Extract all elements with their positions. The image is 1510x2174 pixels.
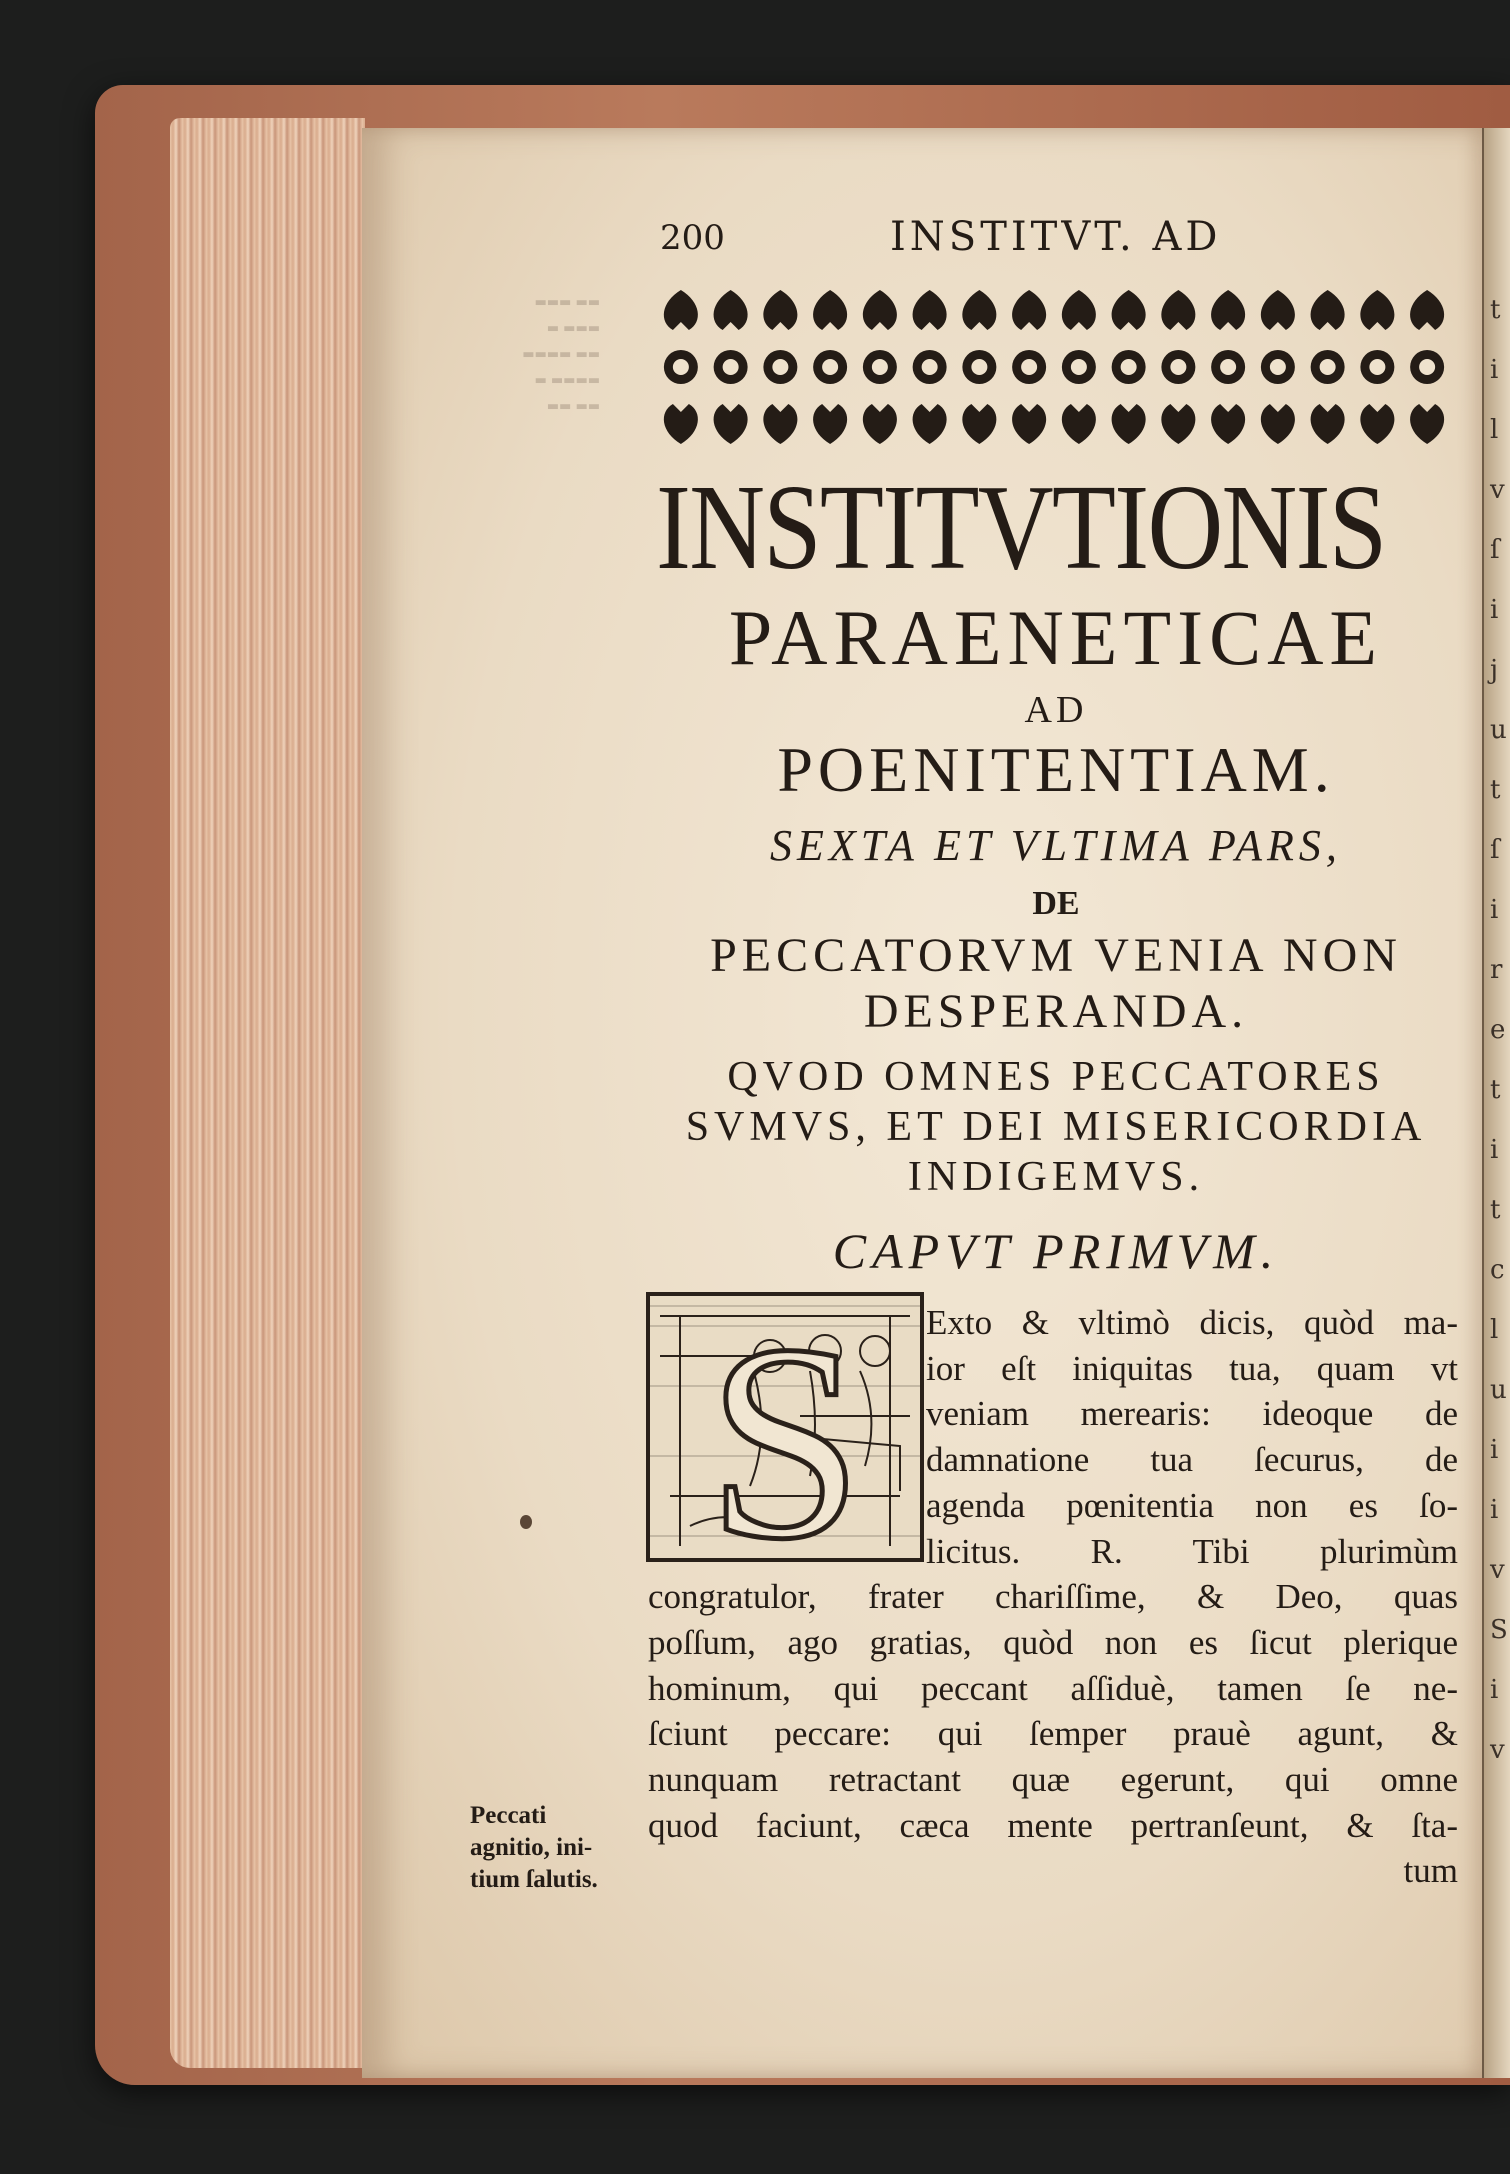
- facing-page-letter: u: [1490, 1375, 1507, 1405]
- facing-page-letter: v: [1490, 1735, 1505, 1765]
- facing-page-letter: v: [1490, 475, 1505, 505]
- facing-page-letter: i: [1490, 595, 1499, 625]
- title-line-2: PARAENETICAE: [728, 594, 1384, 681]
- facing-page-letter: i: [1490, 1495, 1499, 1525]
- ink-spot: [520, 1515, 532, 1529]
- facing-page-letter: t: [1490, 1075, 1501, 1105]
- subject-line-2: DESPERANDA.: [863, 985, 1249, 1038]
- body-line: damnatione tua ſecurus, de: [926, 1440, 1458, 1480]
- body-line: nunquam retractant quæ egerunt, qui omne: [648, 1760, 1458, 1800]
- facing-page-letter: t: [1490, 295, 1501, 325]
- subject-line-1: PECCATORVM VENIA NON: [710, 929, 1402, 982]
- facing-page-letter: i: [1490, 1435, 1499, 1465]
- body-line: quod faciunt, cæca mente pertranſeunt, & ſta-: [648, 1805, 1458, 1845]
- facing-page-letter: l: [1490, 415, 1499, 445]
- facing-page-letter: S: [1490, 1615, 1508, 1645]
- margin-note: [470, 1800, 640, 1896]
- drop-cap-letter: S: [707, 1292, 863, 1562]
- body-line: congratulor, frater chariſſime, & Deo, quas: [648, 1577, 1458, 1617]
- margin-note-line-3: tium ſalutis.: [470, 1866, 598, 1893]
- facing-page-letters: [1490, 280, 1510, 1780]
- facing-page-letter: v: [1490, 1555, 1505, 1585]
- chapter-heading: CAPVT PRIMVM.: [832, 1223, 1280, 1279]
- ornament-band: [656, 282, 1452, 452]
- running-head-text: INSTITVT. AD: [890, 214, 1222, 260]
- facing-page-letter: ſ: [1490, 535, 1500, 565]
- subtitle: SEXTA ET VLTIMA PARS,: [770, 821, 1342, 870]
- facing-page-letter: ſ: [1490, 835, 1500, 865]
- title-line-1: INSTITVTIONIS: [656, 460, 1386, 595]
- question-heading: [656, 1052, 1456, 1202]
- facing-page-letter: l: [1490, 1315, 1499, 1345]
- facing-page-letter: r: [1490, 955, 1503, 985]
- body-line: licitus. R. Tibi plurimùm: [926, 1531, 1458, 1571]
- facing-page-letter: i: [1490, 355, 1499, 385]
- title-ad: AD: [1024, 689, 1088, 731]
- question-line-3: INDIGEMVS.: [907, 1154, 1205, 1200]
- facing-page-letter: j: [1490, 655, 1499, 685]
- facing-page-letter: e: [1490, 1015, 1506, 1045]
- body-line: tum: [1403, 1851, 1458, 1891]
- facing-page-letter: i: [1490, 1675, 1499, 1705]
- body-line: ſciunt peccare: qui ſemper prauè agunt, &: [648, 1714, 1458, 1754]
- title-line-3: POENITENTIAM.: [777, 734, 1335, 805]
- subject-heading: [656, 928, 1456, 1040]
- facing-page-letter: u: [1490, 715, 1507, 745]
- question-line-1: QVOD OMNES PECCATORES: [727, 1054, 1385, 1100]
- question-line-2: SVMVS, ET DEI MISERICORDIA: [685, 1104, 1427, 1150]
- facing-page-letter: t: [1490, 1195, 1501, 1225]
- facing-page-letter: t: [1490, 775, 1501, 805]
- body-line: Exto & vltimò dicis, quòd ma-: [926, 1303, 1458, 1342]
- body-line: agenda pœnitentia non es ſo-: [926, 1485, 1458, 1525]
- body-text: [648, 1300, 1458, 1894]
- bleed-through-text: ▬▬ ▬▬▬ ▬▬▬ ▬ ▬▬ ▬▬▬▬ ▬▬▬▬ ▬ ▬▬ ▬▬: [522, 295, 600, 414]
- body-line: veniam merearis: ideoque de: [926, 1394, 1458, 1434]
- body-line: ior eſt iniquitas tua, quam vt: [926, 1348, 1458, 1388]
- facing-page-letter: i: [1490, 895, 1499, 925]
- page-number: 200: [660, 218, 725, 258]
- facing-page-letter: i: [1490, 1135, 1499, 1165]
- margin-note-line-2: agnitio, ini-: [470, 1834, 593, 1861]
- body-line: hominum, qui peccant aſſiduè, tamen ſe ne-: [648, 1668, 1458, 1708]
- body-line: poſſum, ago gratias, quòd non es ſicut plerique: [648, 1622, 1458, 1662]
- de-line: DE: [1032, 885, 1080, 922]
- facing-page-letter: c: [1490, 1255, 1505, 1285]
- page-edges: [170, 118, 365, 2068]
- margin-note-line-1: Peccati: [470, 1802, 547, 1829]
